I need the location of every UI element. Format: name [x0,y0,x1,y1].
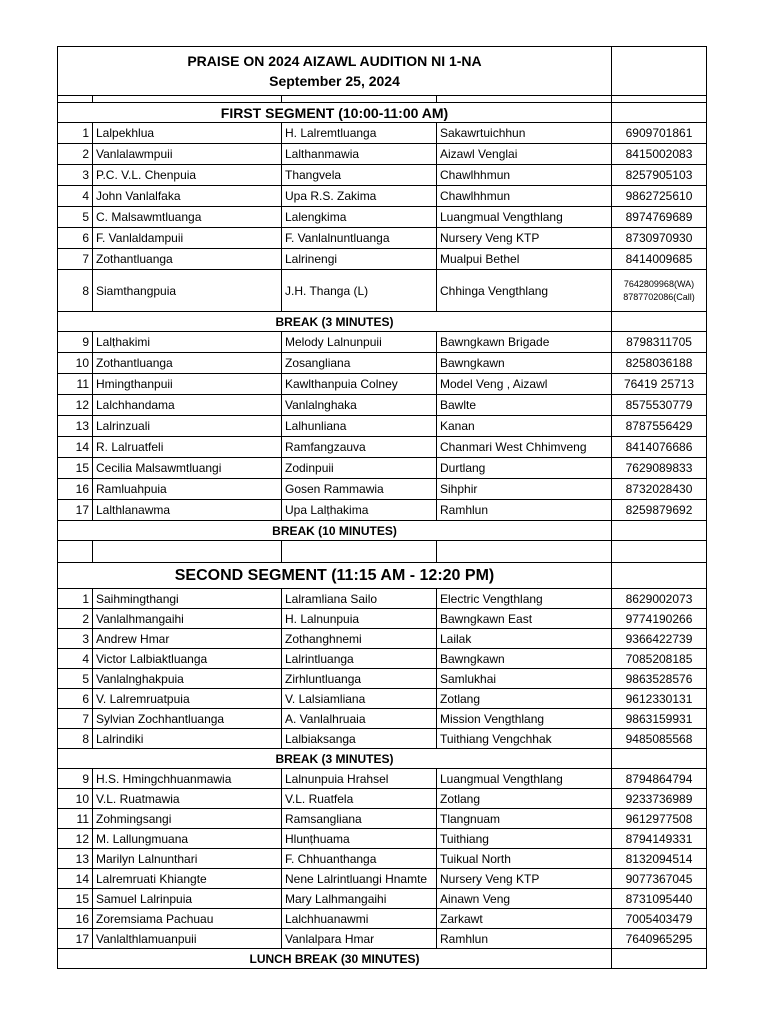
row-number: 5 [58,669,93,689]
page-date: September 25, 2024 [269,73,400,89]
row-number: 9 [58,332,93,353]
participant-name: Lalrinzuali [93,416,282,437]
participant-name: Vanlalhmangaihi [93,609,282,629]
phone-number: 8414009685 [612,249,707,270]
table-row [58,849,707,869]
table-row [58,909,707,929]
table-row [58,332,707,353]
participant-name: Lalṭhakimi [93,332,282,353]
guardian-name: Zothanghnemi [282,629,437,649]
locality: Bawngkawn East [437,609,612,629]
row-number: 9 [58,769,93,789]
empty-cell [612,312,707,332]
locality: Zotlang [437,689,612,709]
phone-number [612,270,707,312]
phone-number: 8731095440 [612,889,707,909]
locality: Luangmual Vengthlang [437,207,612,228]
locality: Tlangnuam [437,809,612,829]
table-row [58,458,707,479]
locality: Chawlhhmun [437,165,612,186]
locality: Nursery Veng KTP [437,869,612,889]
guardian-name: J.H. Thanga (L) [282,270,437,312]
phone-number: 9863159931 [612,709,707,729]
audition-schedule-sheet [57,46,706,969]
phone-number: 9612977508 [612,809,707,829]
phone-number: 8730970930 [612,228,707,249]
break-label-row [58,749,707,769]
guardian-name: Nene Lalrintluangi Hnamte [282,869,437,889]
locality: Sakawrtuichhun [437,123,612,144]
guardian-name: A. Vanlalhruaia [282,709,437,729]
participant-name: V.L. Ruatmawia [93,789,282,809]
participant-name: Zothantluanga [93,249,282,270]
guardian-name: Kawlthanpuia Colney [282,374,437,395]
participant-name: Samuel Lalrinpuia [93,889,282,909]
participant-name: Ramluahpuia [93,479,282,500]
locality: Aizawl Venglai [437,144,612,165]
row-number: 7 [58,249,93,270]
locality: Electric Vengthlang [437,589,612,609]
row-number: 4 [58,186,93,207]
table-row [58,689,707,709]
participant-name: M. Lallungmuana [93,829,282,849]
phone-number: 8258036188 [612,353,707,374]
participant-name: Lalremruati Khiangte [93,869,282,889]
participant-name: John Vanlalfaka [93,186,282,207]
participant-name: V. Lalremruatpuia [93,689,282,709]
phone-number: 7085208185 [612,649,707,669]
table-row [58,270,707,312]
break-label-row [58,312,707,332]
locality: Ainawn Veng [437,889,612,909]
participant-name: H.S. Hmingchhuanmawia [93,769,282,789]
row-number: 12 [58,829,93,849]
locality: Mualpui Bethel [437,249,612,270]
participant-name: Zoremsiama Pachuau [93,909,282,929]
table-row [58,353,707,374]
empty-cell [612,103,707,123]
phone-number: 7629089833 [612,458,707,479]
table-row [58,629,707,649]
guardian-name: Lalthanmawia [282,144,437,165]
guardian-name: Melody Lalnunpuii [282,332,437,353]
row-number: 13 [58,416,93,437]
guardian-name: Thangvela [282,165,437,186]
table-row [58,437,707,458]
guardian-name: Vanlalpara Hmar [282,929,437,949]
participant-name: R. Lalruatfeli [93,437,282,458]
participant-name: Hmingthanpuii [93,374,282,395]
first-segment-title: FIRST SEGMENT (10:00-11:00 AM) [58,103,612,123]
row-number: 13 [58,849,93,869]
break-label: BREAK (3 MINUTES) [58,749,612,769]
break-label-row [58,521,707,541]
phone-number: 9863528576 [612,669,707,689]
locality: Model Veng , Aizawl [437,374,612,395]
table-row [58,609,707,629]
locality: Zotlang [437,789,612,809]
second-segment-title: SECOND SEGMENT (11:15 AM - 12:20 PM) [58,563,612,589]
table-row [58,374,707,395]
locality: Tuithiang Vengchhak [437,729,612,749]
row-number: 3 [58,629,93,649]
participant-name: Vanlalthlamuanpuii [93,929,282,949]
phone-number: 8257905103 [612,165,707,186]
guardian-name: Lalrintluanga [282,649,437,669]
guardian-name: V. Lalsiamliana [282,689,437,709]
table-row [58,228,707,249]
table-row [58,589,707,609]
table-row [58,649,707,669]
row-number: 1 [58,589,93,609]
phone-number: 9366422739 [612,629,707,649]
table-row [58,249,707,270]
row-number: 17 [58,929,93,949]
empty-cell [93,541,282,563]
row-number: 7 [58,709,93,729]
phone-number: 76419 25713 [612,374,707,395]
locality: Durtlang [437,458,612,479]
participant-name: P.C. V.L. Chenpuia [93,165,282,186]
table-row [58,929,707,949]
break-label: BREAK (3 MINUTES) [58,312,612,332]
participant-name: Lalpekhlua [93,123,282,144]
phone-number: 7005403479 [612,909,707,929]
phone-number: 8415002083 [612,144,707,165]
phone-number: 8414076686 [612,437,707,458]
guardian-name: Zosangliana [282,353,437,374]
row-number: 2 [58,609,93,629]
title-cell [58,47,612,96]
empty-cell [282,541,437,563]
phone-number: 8732028430 [612,479,707,500]
row-number: 12 [58,395,93,416]
phone-wa: 7642809968(WA) [623,278,695,289]
row-number: 2 [58,144,93,165]
table-row [58,123,707,144]
row-number: 5 [58,207,93,228]
row-number: 3 [58,165,93,186]
phone-number: 8794864794 [612,769,707,789]
table-row [58,479,707,500]
locality: Kanan [437,416,612,437]
phone-number: 8794149331 [612,829,707,849]
row-number: 6 [58,228,93,249]
participant-name: Siamthangpuia [93,270,282,312]
table-row [58,416,707,437]
empty-cell [612,541,707,563]
phone-number: 9077367045 [612,869,707,889]
locality: Bawngkawn [437,353,612,374]
empty-cell [612,749,707,769]
phone-call: 8787702086(Call) [623,291,695,302]
guardian-name: F. Chhuanthanga [282,849,437,869]
locality: Chhinga Vengthlang [437,270,612,312]
empty-cell [612,563,707,589]
locality: Bawngkawn [437,649,612,669]
phone-number: 9233736989 [612,789,707,809]
empty-cell [612,47,707,96]
guardian-name: Ramfangzauva [282,437,437,458]
phone-number: 8787556429 [612,416,707,437]
table-row [58,669,707,689]
participant-name: Vanlalawmpuii [93,144,282,165]
row-number: 11 [58,374,93,395]
guardian-name: F. Vanlalnuntluanga [282,228,437,249]
guardian-name: Lalhunliana [282,416,437,437]
row-number: 16 [58,479,93,500]
table-row [58,186,707,207]
participant-name: Cecilia Malsawmtluangi [93,458,282,479]
locality: Ramhlun [437,929,612,949]
locality: Lailak [437,629,612,649]
phone-number: 8974769689 [612,207,707,228]
table-row [58,709,707,729]
guardian-name: Zodinpuii [282,458,437,479]
phone-number: 9862725610 [612,186,707,207]
guardian-name: H. Lalnunpuia [282,609,437,629]
guardian-name: V.L. Ruatfela [282,789,437,809]
table-row [58,769,707,789]
row-number: 10 [58,789,93,809]
second-segment-title-row [58,563,707,589]
table-row [58,729,707,749]
guardian-name: Gosen Rammawia [282,479,437,500]
row-number: 14 [58,437,93,458]
guardian-name: Lalrinengi [282,249,437,270]
table-row [58,144,707,165]
locality: Tuithiang [437,829,612,849]
phone-number: 9612330131 [612,689,707,709]
row-number: 8 [58,729,93,749]
participant-name: F. Vanlaldampuii [93,228,282,249]
guardian-name: Lalramliana Sailo [282,589,437,609]
table-row [58,165,707,186]
phone-number: 8259879692 [612,500,707,521]
row-number: 15 [58,889,93,909]
row-number: 15 [58,458,93,479]
guardian-name: Lalnunpuia Hrahsel [282,769,437,789]
row-number: 1 [58,123,93,144]
phone-number: 7640965295 [612,929,707,949]
table-row [58,207,707,228]
participant-name: Lalrindiki [93,729,282,749]
phone-number: 9485085568 [612,729,707,749]
locality: Bawlte [437,395,612,416]
guardian-name: H. Lalremtluanga [282,123,437,144]
table-row [58,500,707,521]
guardian-name: Zirhluntluanga [282,669,437,689]
row-number: 4 [58,649,93,669]
row-number: 16 [58,909,93,929]
lunch-break-label-row [58,949,707,969]
participant-name: Marilyn Lalnunthari [93,849,282,869]
locality: Luangmual Vengthlang [437,769,612,789]
locality: Bawngkawn Brigade [437,332,612,353]
locality: Chanmari West Chhimveng [437,437,612,458]
locality: Mission Vengthlang [437,709,612,729]
locality: Chawlhhmun [437,186,612,207]
locality: Ramhlun [437,500,612,521]
break-label: BREAK (10 MINUTES) [58,521,612,541]
participant-name: Sylvian Zochhantluanga [93,709,282,729]
locality: Nursery Veng KTP [437,228,612,249]
empty-cell [58,541,93,563]
phone-number: 6909701861 [612,123,707,144]
participant-name: C. Malsawmtluanga [93,207,282,228]
page-title: PRAISE ON 2024 AIZAWL AUDITION NI 1-NA [187,53,482,69]
table-row [58,829,707,849]
row-number: 14 [58,869,93,889]
schedule-table [57,46,707,969]
participant-name: Vanlalnghakpuia [93,669,282,689]
row-number: 10 [58,353,93,374]
locality: Samlukhai [437,669,612,689]
table-row [58,395,707,416]
phone-number: 8629002073 [612,589,707,609]
row-number: 17 [58,500,93,521]
phone-number: 9774190266 [612,609,707,629]
table-row [58,809,707,829]
row-number: 6 [58,689,93,709]
guardian-name: Hlunṭhuama [282,829,437,849]
guardian-name: Lalchhuanawmi [282,909,437,929]
table-row [58,869,707,889]
locality: Sihphir [437,479,612,500]
guardian-name: Lalengkima [282,207,437,228]
guardian-name: Ramsangliana [282,809,437,829]
participant-name: Lalchhandama [93,395,282,416]
empty-cell [437,541,612,563]
participant-name: Zohmingsangi [93,809,282,829]
lunch-break-label: LUNCH BREAK (30 MINUTES) [58,949,612,969]
guardian-name: Lalbiaksanga [282,729,437,749]
guardian-name: Upa R.S. Zakima [282,186,437,207]
phone-number: 8575530779 [612,395,707,416]
participant-name: Victor Lalbiaktluanga [93,649,282,669]
participant-name: Andrew Hmar [93,629,282,649]
locality: Zarkawt [437,909,612,929]
participant-name: Lalthlanawma [93,500,282,521]
guardian-name: Mary Lalhmangaihi [282,889,437,909]
row-number: 8 [58,270,93,312]
phone-number: 8798311705 [612,332,707,353]
participant-name: Saihmingthangi [93,589,282,609]
empty-cell [612,521,707,541]
table-row [58,889,707,909]
guardian-name: Vanlalnghaka [282,395,437,416]
empty-cell [612,949,707,969]
locality: Tuikual North [437,849,612,869]
guardian-name: Upa Lalṭhakima [282,500,437,521]
row-number: 11 [58,809,93,829]
participant-name: Zothantluanga [93,353,282,374]
blank-row [58,541,707,563]
phone-number: 8132094514 [612,849,707,869]
table-row [58,789,707,809]
